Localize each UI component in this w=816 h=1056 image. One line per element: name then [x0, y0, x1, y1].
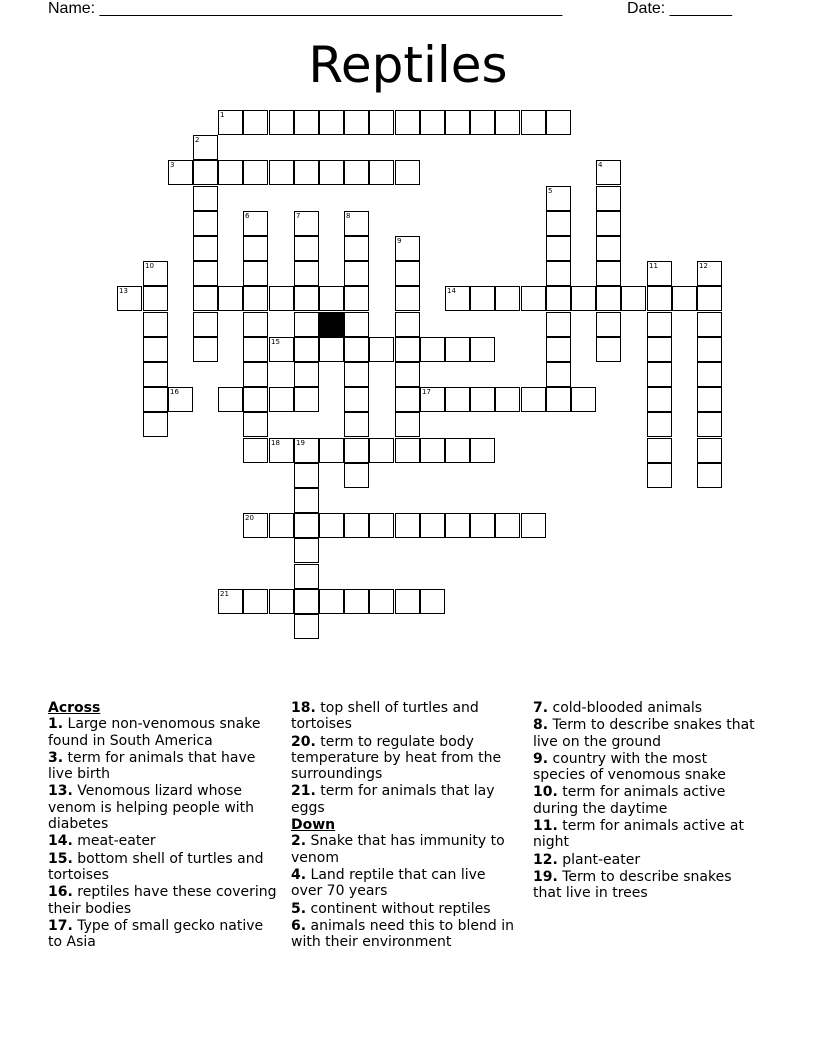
grid-cell[interactable]: [395, 438, 420, 463]
grid-cell[interactable]: [546, 286, 571, 311]
clue-text: Land reptile that can live over 70 years: [291, 866, 486, 900]
grid-cell[interactable]: [193, 186, 218, 211]
grid-cell[interactable]: [647, 387, 672, 412]
grid-cell[interactable]: [143, 337, 168, 362]
clue-column-1: [48, 700, 278, 951]
grid-cell[interactable]: [647, 337, 672, 362]
grid-cell[interactable]: [470, 286, 495, 311]
grid-cell[interactable]: [117, 286, 142, 311]
grid-cell[interactable]: [697, 438, 722, 463]
down-heading: Down: [291, 817, 336, 834]
grid-cell[interactable]: [647, 286, 672, 311]
grid-cell[interactable]: [143, 286, 168, 311]
page-title: Reptiles: [308, 36, 508, 94]
down-clue: [291, 833, 521, 866]
grid-cell[interactable]: [369, 589, 394, 614]
grid-cell[interactable]: [596, 186, 621, 211]
grid-cell[interactable]: [218, 160, 243, 185]
clue-number: 18.: [291, 700, 316, 716]
grid-cell[interactable]: [243, 387, 268, 412]
grid-cell[interactable]: [344, 236, 369, 261]
grid-cell[interactable]: [621, 286, 646, 311]
grid-cell[interactable]: [697, 362, 722, 387]
grid-cell[interactable]: [269, 110, 294, 135]
clue-number: 3.: [48, 749, 64, 766]
clue-text: animals need this to blend in with their environment: [291, 917, 515, 951]
clue-column-2: [291, 700, 521, 951]
grid-cell[interactable]: [697, 463, 722, 488]
grid-cell[interactable]: [470, 337, 495, 362]
cell-number: 14: [447, 287, 456, 295]
grid-cell[interactable]: [697, 261, 722, 286]
grid-cell[interactable]: [294, 236, 319, 261]
grid-cell[interactable]: [243, 412, 268, 437]
grid-cell[interactable]: [697, 312, 722, 337]
clue-text: term for animals that lay eggs: [291, 783, 495, 816]
across-clue: [48, 884, 278, 917]
clue-number: 15.: [48, 850, 73, 867]
grid-cell[interactable]: [143, 412, 168, 437]
clue-text: top shell of turtles and tortoises: [291, 700, 479, 733]
clue-text: plant-eater: [557, 851, 641, 868]
grid-cell[interactable]: [168, 160, 193, 185]
grid-cell[interactable]: [445, 337, 470, 362]
grid-cell[interactable]: [546, 261, 571, 286]
grid-cell[interactable]: [193, 337, 218, 362]
clue-text: Venomous lizard whose venom is helping people with diabetes: [48, 783, 255, 833]
down-clue: [533, 700, 763, 716]
grid-cell[interactable]: [193, 312, 218, 337]
cell-number: 4: [598, 161, 603, 169]
date-field-label: Date: _______: [627, 0, 732, 17]
across-clue: [291, 734, 521, 783]
grid-cell[interactable]: [369, 160, 394, 185]
grid-cell[interactable]: [243, 589, 268, 614]
clue-number: 2.: [291, 833, 307, 850]
grid-cell[interactable]: [596, 337, 621, 362]
cell-number: 3: [170, 161, 175, 169]
cell-number: 17: [422, 388, 431, 396]
clue-text: bottom shell of turtles and tortoises: [48, 850, 264, 883]
grid-cell[interactable]: [495, 387, 520, 412]
down-clue: [533, 717, 763, 750]
grid-cell[interactable]: [269, 286, 294, 311]
clue-number: 6.: [291, 917, 307, 934]
grid-cell[interactable]: [269, 589, 294, 614]
black-cell: [319, 312, 344, 337]
grid-cell[interactable]: [395, 160, 420, 185]
grid-cell[interactable]: [395, 110, 420, 135]
grid-cell[interactable]: [521, 513, 546, 538]
grid-cell[interactable]: [243, 160, 268, 185]
grid-cell[interactable]: [294, 387, 319, 412]
cell-number: 20: [245, 514, 254, 522]
grid-cell[interactable]: [344, 589, 369, 614]
clue-text: term for animals active during the daytime: [533, 784, 726, 817]
grid-cell[interactable]: [697, 337, 722, 362]
clue-text: meat-eater: [72, 833, 156, 850]
grid-cell[interactable]: [344, 513, 369, 538]
grid-cell[interactable]: [344, 337, 369, 362]
grid-cell[interactable]: [647, 312, 672, 337]
clue-number: 9.: [533, 750, 549, 767]
grid-cell[interactable]: [243, 438, 268, 463]
cell-number: 12: [699, 262, 708, 270]
grid-cell[interactable]: [369, 110, 394, 135]
grid-cell[interactable]: [344, 387, 369, 412]
grid-cell[interactable]: [647, 438, 672, 463]
across-clue: [48, 918, 278, 951]
grid-cell[interactable]: [395, 412, 420, 437]
grid-cell[interactable]: [243, 362, 268, 387]
grid-cell[interactable]: [344, 110, 369, 135]
grid-cell[interactable]: [546, 362, 571, 387]
grid-cell[interactable]: [596, 261, 621, 286]
grid-cell[interactable]: [420, 589, 445, 614]
clue-number: 7.: [533, 700, 549, 716]
grid-cell[interactable]: [344, 438, 369, 463]
grid-cell[interactable]: [319, 513, 344, 538]
grid-cell[interactable]: [294, 211, 319, 236]
clue-text: Term to describe snakes that live in trees: [533, 868, 732, 902]
grid-cell[interactable]: [243, 337, 268, 362]
cell-number: 6: [245, 212, 250, 220]
grid-cell[interactable]: [319, 286, 344, 311]
grid-cell[interactable]: [344, 160, 369, 185]
clue-number: 5.: [291, 900, 307, 917]
grid-cell[interactable]: [395, 312, 420, 337]
grid-cell[interactable]: [243, 261, 268, 286]
cell-number: 18: [271, 439, 280, 447]
grid-cell[interactable]: [395, 236, 420, 261]
down-clue: [291, 867, 521, 900]
grid-cell[interactable]: [697, 286, 722, 311]
down-clue: [291, 918, 521, 951]
grid-cell[interactable]: [495, 286, 520, 311]
clue-text: term for animals that have live birth: [48, 749, 256, 783]
cell-number: 8: [346, 212, 351, 220]
grid-cell[interactable]: [319, 589, 344, 614]
grid-cell[interactable]: [546, 312, 571, 337]
grid-cell[interactable]: [319, 110, 344, 135]
cell-number: 9: [397, 237, 402, 245]
grid-cell[interactable]: [218, 110, 243, 135]
grid-cell[interactable]: [269, 438, 294, 463]
grid-cell[interactable]: [269, 160, 294, 185]
grid-cell[interactable]: [168, 387, 193, 412]
grid-cell[interactable]: [218, 387, 243, 412]
grid-cell[interactable]: [143, 312, 168, 337]
across-clue: [48, 750, 278, 783]
cell-number: 1: [220, 111, 225, 119]
clue-text: reptiles have these covering their bodies: [48, 884, 277, 917]
across-clue: [48, 851, 278, 884]
grid-cell[interactable]: [193, 160, 218, 185]
grid-cell[interactable]: [193, 236, 218, 261]
grid-cell[interactable]: [672, 286, 697, 311]
grid-cell[interactable]: [319, 438, 344, 463]
clue-number: 17.: [48, 917, 73, 934]
grid-cell[interactable]: [294, 286, 319, 311]
grid-cell[interactable]: [697, 387, 722, 412]
grid-cell[interactable]: [344, 412, 369, 437]
grid-cell[interactable]: [294, 564, 319, 589]
grid-cell[interactable]: [395, 387, 420, 412]
grid-cell[interactable]: [344, 286, 369, 311]
grid-cell[interactable]: [294, 589, 319, 614]
grid-cell[interactable]: [546, 236, 571, 261]
grid-cell[interactable]: [521, 387, 546, 412]
grid-cell[interactable]: [344, 463, 369, 488]
grid-cell[interactable]: [369, 513, 394, 538]
grid-cell[interactable]: [647, 362, 672, 387]
across-clue: [48, 783, 278, 832]
grid-cell[interactable]: [596, 211, 621, 236]
grid-cell[interactable]: [596, 312, 621, 337]
grid-cell[interactable]: [243, 236, 268, 261]
cell-number: 16: [170, 388, 179, 396]
down-clue: [533, 751, 763, 784]
grid-cell[interactable]: [395, 261, 420, 286]
grid-cell[interactable]: [546, 387, 571, 412]
grid-cell[interactable]: [294, 160, 319, 185]
across-clue: [48, 716, 278, 749]
grid-cell[interactable]: [369, 438, 394, 463]
clue-text: cold-blooded animals: [548, 700, 703, 716]
grid-cell[interactable]: [269, 513, 294, 538]
name-field-label: Name: ____________________________________________________: [48, 0, 563, 17]
grid-cell[interactable]: [319, 337, 344, 362]
grid-cell[interactable]: [269, 337, 294, 362]
grid-cell[interactable]: [319, 160, 344, 185]
cell-number: 7: [296, 212, 301, 220]
grid-cell[interactable]: [344, 312, 369, 337]
grid-cell[interactable]: [445, 286, 470, 311]
grid-cell[interactable]: [395, 589, 420, 614]
grid-cell[interactable]: [420, 110, 445, 135]
grid-cell[interactable]: [420, 387, 445, 412]
grid-cell[interactable]: [596, 286, 621, 311]
grid-cell[interactable]: [395, 362, 420, 387]
cell-number: 5: [548, 187, 553, 195]
grid-cell[interactable]: [495, 110, 520, 135]
grid-cell[interactable]: [395, 337, 420, 362]
clue-column-3: [533, 700, 763, 903]
grid-cell[interactable]: [546, 211, 571, 236]
grid-cell[interactable]: [294, 538, 319, 563]
grid-cell[interactable]: [143, 387, 168, 412]
grid-cell[interactable]: [395, 513, 420, 538]
grid-cell[interactable]: [294, 337, 319, 362]
grid-cell[interactable]: [647, 261, 672, 286]
grid-cell[interactable]: [243, 513, 268, 538]
clue-number: 10.: [533, 784, 558, 801]
clue-number: 11.: [533, 818, 558, 835]
clue-number: 20.: [291, 733, 316, 750]
grid-cell[interactable]: [470, 438, 495, 463]
grid-cell[interactable]: [193, 211, 218, 236]
grid-cell[interactable]: [243, 110, 268, 135]
grid-cell[interactable]: [193, 261, 218, 286]
cell-number: 13: [119, 287, 128, 295]
grid-cell[interactable]: [495, 513, 520, 538]
clue-text: term to regulate body temperature by heat from the surroundings: [291, 733, 502, 783]
grid-cell[interactable]: [697, 412, 722, 437]
grid-cell[interactable]: [269, 387, 294, 412]
clue-number: 16.: [48, 884, 73, 901]
grid-cell[interactable]: [420, 337, 445, 362]
grid-cell[interactable]: [470, 110, 495, 135]
cell-number: 11: [649, 262, 658, 270]
grid-cell[interactable]: [521, 110, 546, 135]
across-heading: Across: [48, 700, 101, 716]
grid-cell[interactable]: [445, 438, 470, 463]
grid-cell[interactable]: [294, 312, 319, 337]
grid-cell[interactable]: [521, 286, 546, 311]
clue-text: Type of small gecko native to Asia: [48, 917, 264, 951]
across-clue: [291, 783, 521, 816]
grid-cell[interactable]: [445, 110, 470, 135]
clue-number: 13.: [48, 783, 73, 800]
grid-cell[interactable]: [294, 362, 319, 387]
grid-cell[interactable]: [647, 412, 672, 437]
clue-number: 1.: [48, 716, 64, 733]
grid-cell[interactable]: [143, 261, 168, 286]
grid-cell[interactable]: [369, 337, 394, 362]
grid-cell[interactable]: [243, 286, 268, 311]
down-clue: [533, 869, 763, 902]
grid-cell[interactable]: [344, 261, 369, 286]
clue-text: Term to describe snakes that live on the ground: [533, 717, 755, 750]
grid-cell[interactable]: [294, 488, 319, 513]
clue-number: 8.: [533, 717, 549, 734]
grid-cell[interactable]: [395, 286, 420, 311]
clue-text: country with the most species of venomous snake: [533, 750, 726, 784]
down-clue: [533, 818, 763, 851]
down-clue: [533, 784, 763, 817]
clue-text: term for animals active at night: [533, 818, 744, 851]
clue-number: 21.: [291, 783, 316, 800]
down-clue: [533, 852, 763, 868]
clue-number: 14.: [48, 833, 73, 850]
grid-cell[interactable]: [571, 286, 596, 311]
clue-text: Large non-venomous snake found in South America: [48, 716, 261, 749]
grid-cell[interactable]: [571, 387, 596, 412]
grid-cell[interactable]: [420, 513, 445, 538]
grid-cell[interactable]: [470, 513, 495, 538]
cell-number: 15: [271, 338, 280, 346]
clue-text: continent without reptiles: [306, 900, 491, 917]
grid-cell[interactable]: [445, 513, 470, 538]
grid-cell[interactable]: [294, 110, 319, 135]
clue-number: 4.: [291, 866, 307, 883]
cell-number: 10: [145, 262, 154, 270]
grid-cell[interactable]: [420, 438, 445, 463]
grid-cell[interactable]: [647, 463, 672, 488]
clue-number: 12.: [533, 851, 558, 868]
across-clue: [48, 833, 278, 849]
grid-cell[interactable]: [243, 211, 268, 236]
grid-cell[interactable]: [546, 110, 571, 135]
grid-cell[interactable]: [294, 463, 319, 488]
grid-cell[interactable]: [470, 387, 495, 412]
grid-cell[interactable]: [294, 261, 319, 286]
grid-cell[interactable]: [344, 211, 369, 236]
clue-number: 19.: [533, 868, 558, 885]
grid-cell[interactable]: [193, 135, 218, 160]
grid-cell[interactable]: [218, 286, 243, 311]
grid-cell[interactable]: [596, 160, 621, 185]
cell-number: 21: [220, 590, 229, 598]
grid-cell[interactable]: [294, 438, 319, 463]
grid-cell[interactable]: [143, 362, 168, 387]
grid-cell[interactable]: [218, 589, 243, 614]
across-clue: [291, 700, 521, 733]
grid-cell[interactable]: [294, 614, 319, 639]
grid-cell[interactable]: [243, 312, 268, 337]
down-clue: [291, 901, 521, 917]
grid-cell[interactable]: [344, 362, 369, 387]
grid-cell[interactable]: [294, 513, 319, 538]
grid-cell[interactable]: [193, 286, 218, 311]
grid-cell[interactable]: [546, 337, 571, 362]
clue-text: Snake that has immunity to venom: [291, 833, 505, 866]
grid-cell[interactable]: [596, 236, 621, 261]
grid-cell[interactable]: [445, 387, 470, 412]
cell-number: 2: [195, 136, 200, 144]
grid-cell[interactable]: [546, 186, 571, 211]
cell-number: 19: [296, 439, 305, 447]
